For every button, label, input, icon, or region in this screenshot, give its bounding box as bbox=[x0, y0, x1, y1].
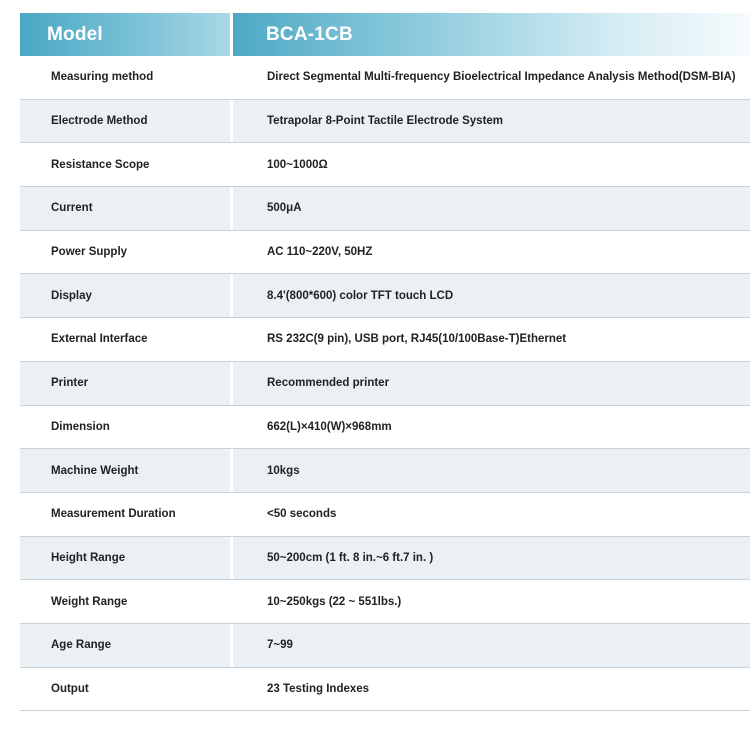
table-row bbox=[20, 56, 750, 100]
row-label: Resistance Scope bbox=[51, 158, 150, 171]
table-row bbox=[20, 274, 750, 318]
spec-table bbox=[20, 13, 750, 711]
table-row bbox=[20, 449, 750, 493]
row-label: Age Range bbox=[20, 624, 230, 667]
row-value: 662(L)×410(W)×968mm bbox=[267, 420, 392, 433]
table-row bbox=[20, 100, 750, 144]
row-label: Power Supply bbox=[51, 246, 128, 259]
row-label: Weight Range bbox=[51, 595, 128, 608]
table-header bbox=[20, 13, 750, 56]
table-row bbox=[20, 493, 750, 537]
row-label: Current bbox=[20, 187, 230, 230]
row-label: Printer bbox=[20, 362, 230, 405]
header-model-label: Model bbox=[20, 13, 230, 56]
table-row bbox=[20, 318, 750, 362]
row-label: Measuring method bbox=[51, 71, 154, 84]
row-value: 10kgs bbox=[233, 449, 750, 492]
row-label: Dimension bbox=[51, 420, 110, 433]
row-label: Display bbox=[20, 274, 230, 317]
row-value: AC 110~220V, 50HZ bbox=[267, 246, 373, 259]
table-row bbox=[20, 231, 750, 275]
row-value: 10~250kgs (22 ~ 551lbs.) bbox=[267, 595, 402, 608]
table-row bbox=[20, 406, 750, 450]
table-row bbox=[20, 668, 750, 712]
table-row bbox=[20, 580, 750, 624]
row-label: Height Range bbox=[20, 537, 230, 580]
table-row bbox=[20, 143, 750, 187]
row-label: Electrode Method bbox=[20, 100, 230, 143]
table-row bbox=[20, 187, 750, 231]
header-model-value: BCA-1CB bbox=[233, 13, 750, 56]
row-label: Machine Weight bbox=[20, 449, 230, 492]
table-row bbox=[20, 537, 750, 581]
row-value: Direct Segmental Multi-frequency Bioelectrical Impedance Analysis Method(DSM-BIA) bbox=[267, 71, 736, 84]
row-value: 100~1000Ω bbox=[267, 158, 328, 171]
row-label: External Interface bbox=[51, 333, 148, 346]
row-label: Measurement Duration bbox=[51, 508, 176, 521]
row-value: 8.4'(800*600) color TFT touch LCD bbox=[233, 274, 750, 317]
row-value: Tetrapolar 8-Point Tactile Electrode System bbox=[233, 100, 750, 143]
row-value: <50 seconds bbox=[267, 508, 337, 521]
row-value: 50~200cm (1 ft. 8 in.~6 ft.7 in. ) bbox=[233, 537, 750, 580]
row-value: 7~99 bbox=[233, 624, 750, 667]
table-row bbox=[20, 362, 750, 406]
row-value: Recommended printer bbox=[233, 362, 750, 405]
row-value: RS 232C(9 pin), USB port, RJ45(10/100Base-T)Ethernet bbox=[267, 333, 567, 346]
table-row bbox=[20, 624, 750, 668]
row-value: 500μA bbox=[233, 187, 750, 230]
row-label: Output bbox=[51, 682, 89, 695]
row-value: 23 Testing Indexes bbox=[267, 682, 370, 695]
